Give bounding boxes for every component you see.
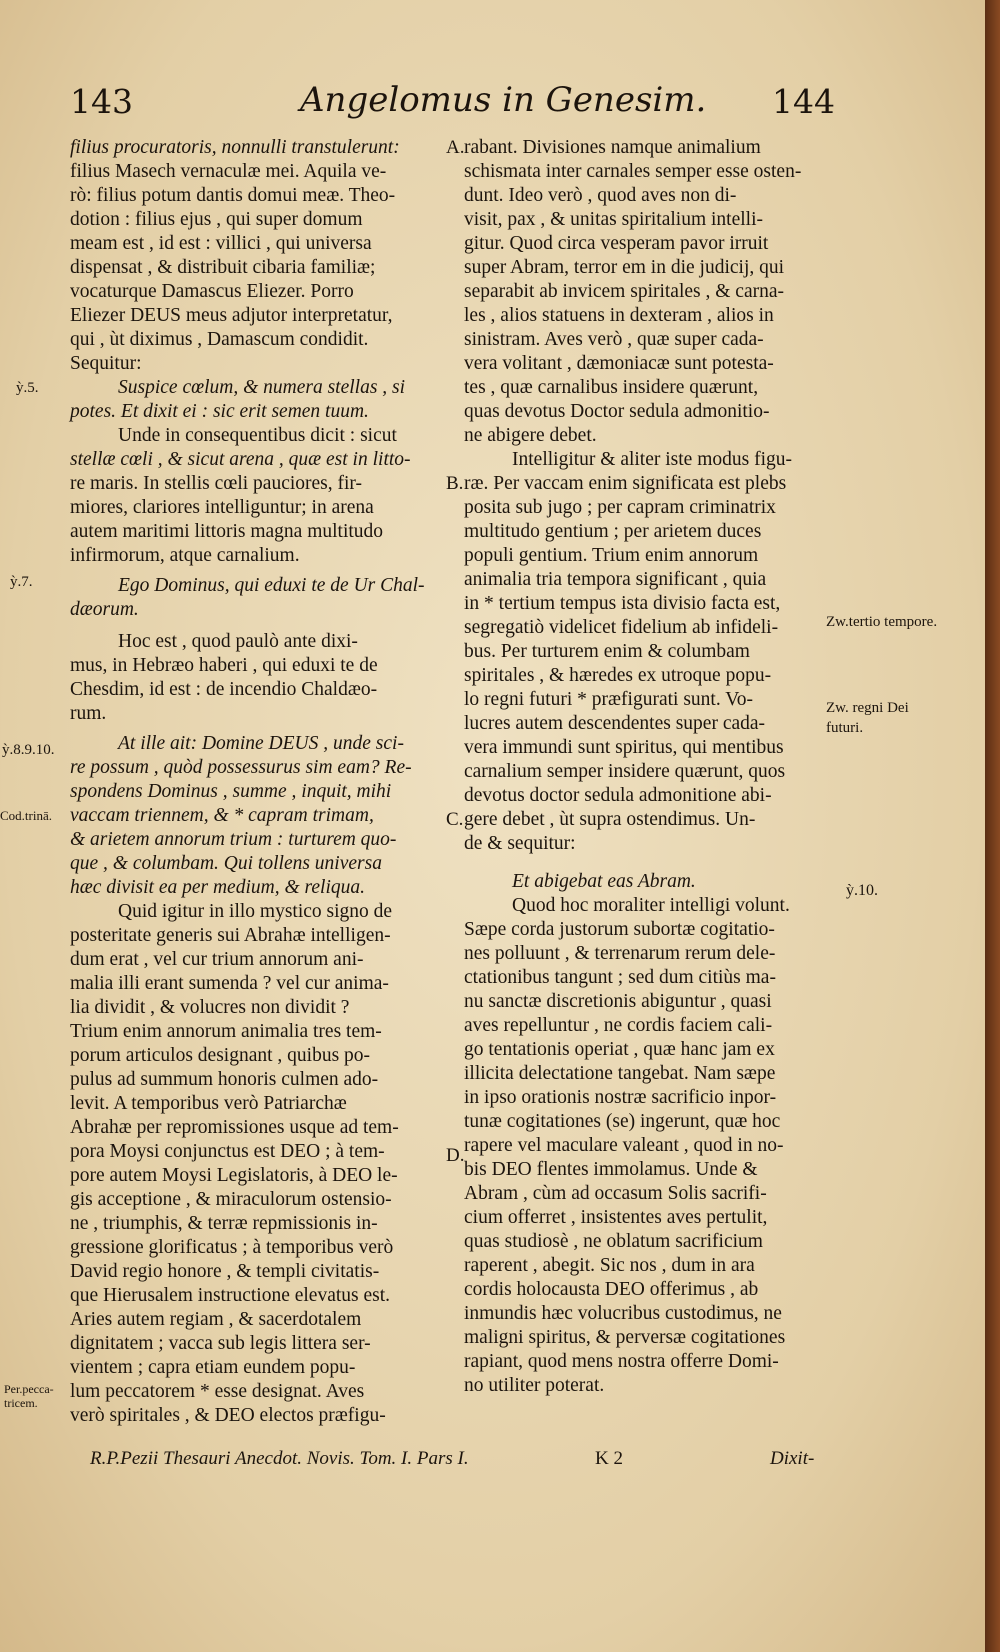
- text-line: autem maritimi littoris magna multitudo: [70, 521, 384, 542]
- text-line: dum erat , vel cur trium annorum ani-: [70, 949, 364, 970]
- text-line: tes , quæ carnalibus insidere quærunt,: [464, 377, 759, 398]
- text-line: quas devotus Doctor sedula admonitio-: [464, 401, 770, 422]
- margin-note-zw-regni: Zw. regni Dei futuri.: [826, 700, 909, 736]
- text-line: gitur. Quod circa vesperam pavor irruit: [464, 233, 769, 254]
- text-line: lia dividit , & volucres non dividit ?: [70, 997, 350, 1018]
- text-line: ne abigere debet.: [464, 425, 597, 446]
- text-line: Abram , cùm ad occasum Solis sacrifi-: [464, 1183, 767, 1204]
- margin-note-verse-5: ỳ.5.: [16, 380, 39, 396]
- text-line: rapiant, quod mens nostra offerre Domi-: [464, 1351, 779, 1372]
- text-line: Eliezer DEUS meus adjutor interpretatur,: [70, 305, 393, 326]
- verse-line: vaccam triennem, & * capram trimam,: [70, 805, 374, 826]
- text-line: filius procuratoris, nonnulli transtulerunt:: [70, 137, 400, 158]
- book-edge: [985, 0, 1000, 1652]
- catchword: Dixit-: [770, 1448, 815, 1469]
- text-line: maligni spiritus, & perversæ cogitationes: [464, 1327, 786, 1348]
- text-line: devotus doctor sedula admonitione abi-: [464, 785, 772, 806]
- verse-line: hæc divisit ea per medium, & reliqua.: [70, 877, 365, 898]
- text-line: illicita delectatione tangebat. Nam sæpe: [464, 1063, 776, 1084]
- text-line: porum articulos designant , quibus po-: [70, 1045, 371, 1066]
- margin-note-cod-trina: Cod.trinā.: [0, 808, 52, 823]
- text-line: tunæ cogitationes (se) ingerunt, quæ hoc: [464, 1111, 781, 1132]
- text-line: Quod hoc moraliter intelligi volunt.: [512, 895, 790, 916]
- text-line: vera immundi sunt spiritus, qui mentibus: [464, 737, 784, 758]
- text-line: dotion : filius ejus , qui super domum: [70, 209, 363, 230]
- text-line: rum.: [70, 703, 107, 724]
- gutter-letter-a: A.: [446, 137, 465, 158]
- text-line: pora Moysi conjunctus est DEO ; à tem-: [70, 1141, 385, 1162]
- text-line: no utiliter poterat.: [464, 1375, 605, 1396]
- verse-line: que , & columbam. Qui tollens universa: [70, 853, 382, 874]
- text-line: go tentationis operiat , quæ hanc jam ex: [464, 1039, 775, 1060]
- text-line: Trium enim annorum animalia tres tem-: [70, 1021, 382, 1042]
- text-line: vocaturque Damascus Eliezer. Porro: [70, 281, 354, 302]
- text-line: aves repelluntur , ne cordis faciem cali-: [464, 1015, 773, 1036]
- text-column-right: [464, 136, 840, 1398]
- text-line: Abrahæ per repromissiones usque ad tem-: [70, 1117, 399, 1138]
- text-line: dignitatem ; vacca sub legis littera ser-: [70, 1333, 371, 1354]
- running-title: Angelomus in Genesim.: [300, 80, 707, 120]
- verse-line: dæorum.: [70, 599, 139, 620]
- text-line: que Hierusalem instructione elevatus est.: [70, 1285, 391, 1306]
- text-line: spiritales , & hæredes ex utroque popu-: [464, 665, 772, 686]
- text-line: separabit ab invicem spiritales , & carna-: [464, 281, 784, 302]
- margin-note-verse-10: ỳ.10.: [846, 882, 878, 899]
- text-line: cium offerret , insistentes aves pertulit,: [464, 1207, 768, 1228]
- verse-line: spondens Dominus , summe , inquit, mihi: [70, 781, 392, 802]
- text-line: Sequitur:: [70, 353, 142, 374]
- text-line: Aries autem regiam , & sacerdotalem: [70, 1309, 362, 1330]
- text-line: ræ. Per vaccam enim significata est plebs: [464, 473, 787, 494]
- text-line: lucres autem descendentes super cada-: [464, 713, 766, 734]
- verse-line: Et abigebat eas Abram.: [512, 871, 696, 892]
- text-line: dispensat , & distribuit cibaria familiæ;: [70, 257, 376, 278]
- text-line: multitudo gentium ; per arietem duces: [464, 521, 762, 542]
- signature-mark: K 2: [595, 1448, 623, 1469]
- verse-line: re possum , quòd possessurus sim eam? Re-: [70, 757, 412, 778]
- text-line: Hoc est , quod paulò ante dixi-: [118, 631, 358, 652]
- verse-line: Suspice cœlum, & numera stellas , si: [118, 377, 406, 398]
- text-line: schismata inter carnales semper esse osten-: [464, 161, 802, 182]
- text-line: filius Masech vernaculæ mei. Aquila ve-: [70, 161, 387, 182]
- text-line: gressione glorificatus ; à temporibus verò: [70, 1237, 394, 1258]
- text-line: gere debet , ùt supra ostendimus. Un-: [464, 809, 756, 830]
- text-line: cordis holocausta DEO offerimus , ab: [464, 1279, 759, 1300]
- text-line: re maris. In stellis cœli pauciores, fir-: [70, 473, 363, 494]
- text-line: Chesdim, id est : de incendio Chaldæo-: [70, 679, 378, 700]
- text-line: quas studiosè , ne oblatum sacrificium: [464, 1231, 763, 1252]
- text-line: segregatiò videlicet fidelium ab infideli-: [464, 617, 779, 638]
- text-line: in ipso orationis nostræ sacrificio inpor-: [464, 1087, 777, 1108]
- text-line: bus. Per turturem enim & columbam: [464, 641, 750, 662]
- text-line: animalia tria tempora significant , quia: [464, 569, 767, 590]
- text-line: posteritate generis sui Abrahæ intelligen-: [70, 925, 391, 946]
- text-line: meam est , id est : villici , qui universa: [70, 233, 372, 254]
- text-line: pulus ad summum honoris culmen ado-: [70, 1069, 379, 1090]
- text-line: levit. A temporibus verò Patriarchæ: [70, 1093, 347, 1114]
- margin-note-verse-8-9-10: ỳ.8.9.10.: [2, 742, 55, 758]
- verse-line: Ego Dominus, qui eduxi te de Ur Chal-: [118, 575, 425, 596]
- text-line: rabant. Divisiones namque animalium: [464, 137, 761, 158]
- page-number-left: 143: [70, 82, 133, 121]
- text-line: raperent , abegit. Sic nos , dum in ara: [464, 1255, 755, 1276]
- text-line: Quid igitur in illo mystico signo de: [118, 901, 393, 922]
- text-line: qui , ùt diximus , Damascum condidit.: [70, 329, 369, 350]
- margin-note-per-peccatricem: Per.pecca-tricem.: [4, 1382, 54, 1410]
- gutter-letter-c: C.: [446, 809, 464, 830]
- text-line: rapere vel maculare valeant , quod in no-: [464, 1135, 784, 1156]
- text-line: infirmorum, atque carnalium.: [70, 545, 300, 566]
- text-line: David regio honore , & templi civitatis-: [70, 1261, 380, 1282]
- text-line: malia illi erant sumenda ? vel cur anima-: [70, 973, 389, 994]
- text-line: inmundis hæc volucribus custodimus, ne: [464, 1303, 782, 1324]
- text-line: carnalium semper insidere quærunt, quos: [464, 761, 786, 782]
- text-line: super Abram, terror em in die judicij, qui: [464, 257, 785, 278]
- text-line: miores, clariores intelliguntur; in arena: [70, 497, 374, 518]
- text-line: gis acceptione , & miraculorum ostensio-: [70, 1189, 392, 1210]
- text-line: sinistram. Aves verò , quæ super cada-: [464, 329, 764, 350]
- text-line: ctationibus tangunt ; sed dum citiùs ma-: [464, 967, 776, 988]
- text-line: bis DEO flentes immolamus. Unde &: [464, 1159, 758, 1180]
- text-line: mus, in Hebræo haberi , qui eduxi te de: [70, 655, 378, 676]
- text-line: Intelligitur & aliter iste modus figu-: [512, 449, 792, 470]
- verse-line: & arietem annorum trium : turturem quo-: [70, 829, 397, 850]
- gutter-letter-b: B.: [446, 473, 464, 494]
- text-line: vientem ; capra etiam eundem popu-: [70, 1357, 356, 1378]
- text-line: les , alios statuens in dexteram , alios in: [464, 305, 774, 326]
- text-column-left: [70, 136, 445, 1428]
- text-line: pore autem Moysi Legislatoris, à DEO le-: [70, 1165, 398, 1186]
- gutter-letter-d: D.: [446, 1145, 465, 1166]
- text-line: posita sub jugo ; per capram criminatrix: [464, 497, 776, 518]
- text-line: lo regni futuri * præfigurati sunt. Vo-: [464, 689, 754, 710]
- text-line: lum peccatorem * esse designat. Aves: [70, 1381, 365, 1402]
- text-line: dunt. Ideo verò , quod aves non di-: [464, 185, 737, 206]
- text-line: rò: filius potum dantis domui meæ. Theo-: [70, 185, 396, 206]
- text-line: Unde in consequentibus dicit : sicut: [118, 425, 397, 446]
- text-line: nes polluunt , & terrenarum rerum dele-: [464, 943, 776, 964]
- text-line: vera volitant , dæmoniacæ sunt potesta-: [464, 353, 774, 374]
- text-line: in * tertium tempus ista divisio facta est,: [464, 593, 781, 614]
- verse-line: At ille ait: Domine DEUS , unde sci-: [118, 733, 404, 754]
- text-line: visit, pax , & unitas spiritalium intelli-: [464, 209, 763, 230]
- text-line: populi gentium. Trium enim annorum: [464, 545, 759, 566]
- text-line: de & sequitur:: [464, 833, 576, 854]
- footer-source: R.P.Pezii Thesauri Anecdot. Novis. Tom. I. Pars I.: [90, 1448, 469, 1469]
- text-line: stellæ cœli , & sicut arena , quæ est in litto-: [70, 449, 411, 470]
- text-line: verò spiritales , & DEO electos præfigu-: [70, 1405, 386, 1426]
- text-line: nu sanctæ discretionis abiguntur , quasi: [464, 991, 772, 1012]
- text-line: Sæpe corda justorum subortæ cogitatio-: [464, 919, 775, 940]
- verse-line: potes. Et dixit ei : sic erit semen tuum.: [70, 401, 369, 422]
- margin-note-zw-tertio: Zw.tertio tempore.: [826, 614, 938, 630]
- margin-note-verse-7: ỳ.7.: [10, 574, 33, 590]
- text-line: ne , triumphis, & terræ repmissionis in-: [70, 1213, 378, 1234]
- page-number-right: 144: [772, 82, 835, 121]
